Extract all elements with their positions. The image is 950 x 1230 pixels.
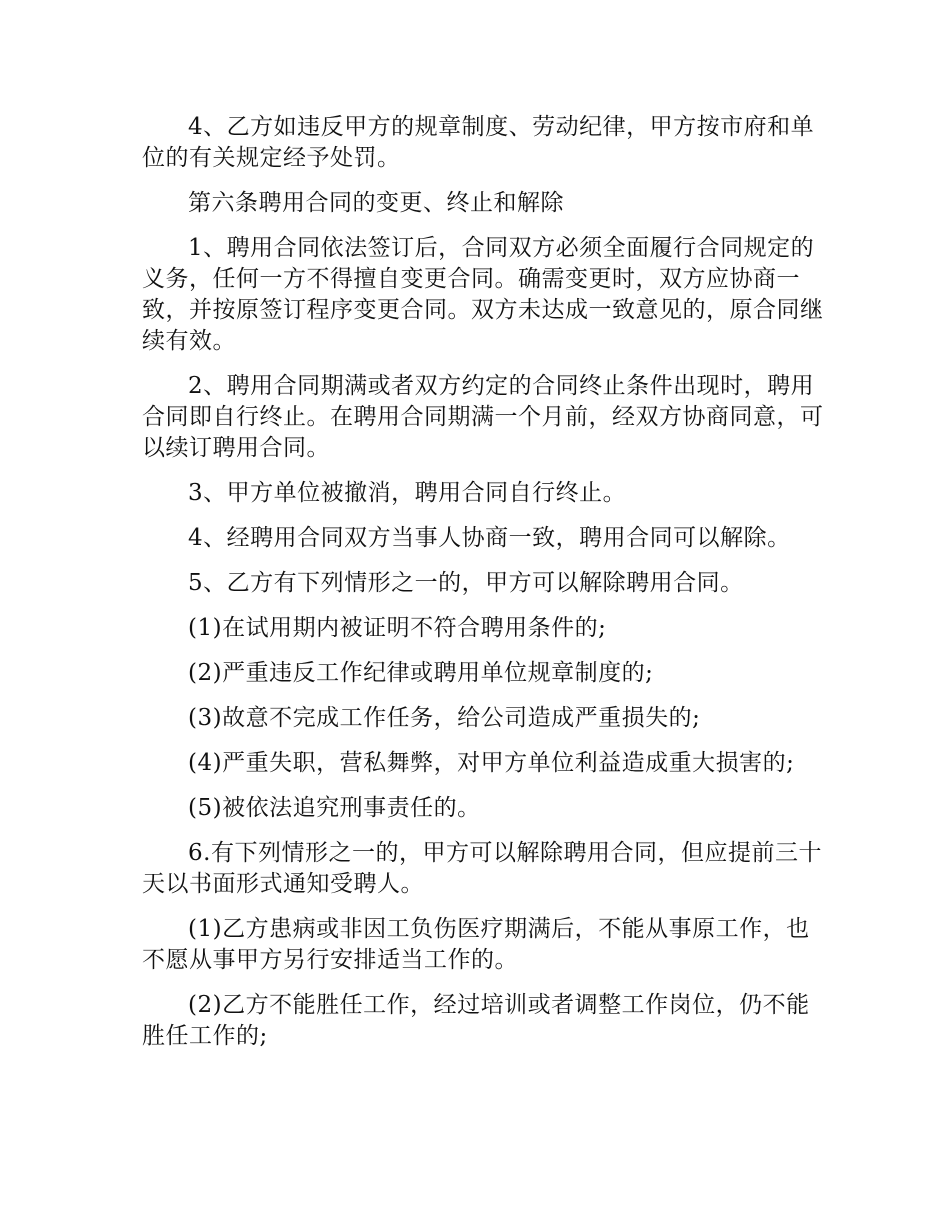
- section-heading-article-6: 第六条聘用合同的变更、终止和解除: [188, 190, 564, 216]
- paragraph-contract-change: 1、聘用合同依法签订后，合同双方必须全面履行合同规定的义务，任何一方不得擅自变更合同。确需变更时，双方应协商一致，并按原签订程序变更合同。双方未达成一致意见的，原合同继续有效。: [142, 235, 824, 354]
- list-item-criminal-liability: (5)被依法追究刑事责任的。: [188, 795, 481, 821]
- paragraph-termination-conditions: 5、乙方有下列情形之一的，甲方可以解除聘用合同。: [188, 570, 744, 596]
- list-item-probation: (1)在试用期内被证明不符合聘用条件的;: [188, 615, 607, 641]
- list-item-illness: (1)乙方患病或非因工负伤医疗期满后，不能从事原工作，也不愿从事甲方另行安排适当工作的。: [142, 916, 810, 973]
- paragraph-notice-termination: 6.有下列情形之一的，甲方可以解除聘用合同，但应提前三十天以书面形式通知受聘人。: [142, 840, 822, 897]
- paragraph-mutual-termination: 4、经聘用合同双方当事人协商一致，聘用合同可以解除。: [188, 525, 791, 551]
- paragraph-penalty-clause: 4、乙方如违反甲方的规章制度、劳动纪律，甲方按市府和单位的有关规定经予处罚。: [142, 114, 815, 171]
- list-item-discipline-violation: (2)严重违反工作纪律或聘用单位规章制度的;: [188, 660, 654, 686]
- document-body: [142, 112, 832, 1066]
- paragraph-unit-revoked: 3、甲方单位被撤消，聘用合同自行终止。: [188, 480, 627, 506]
- list-item-dereliction: (4)严重失职，营私舞弊，对甲方单位利益造成重大损害的;: [188, 750, 795, 776]
- paragraph-contract-expiry: 2、聘用合同期满或者双方约定的合同终止条件出现时，聘用合同即自行终止。在聘用合同期满一个月前，经双方协商同意，可以续订聘用合同。: [142, 373, 824, 461]
- list-item-incompetence: (2)乙方不能胜任工作，经过培训或者调整工作岗位，仍不能胜任工作的;: [142, 992, 810, 1049]
- list-item-task-failure: (3)故意不完成工作任务，给公司造成严重损失的;: [188, 705, 701, 731]
